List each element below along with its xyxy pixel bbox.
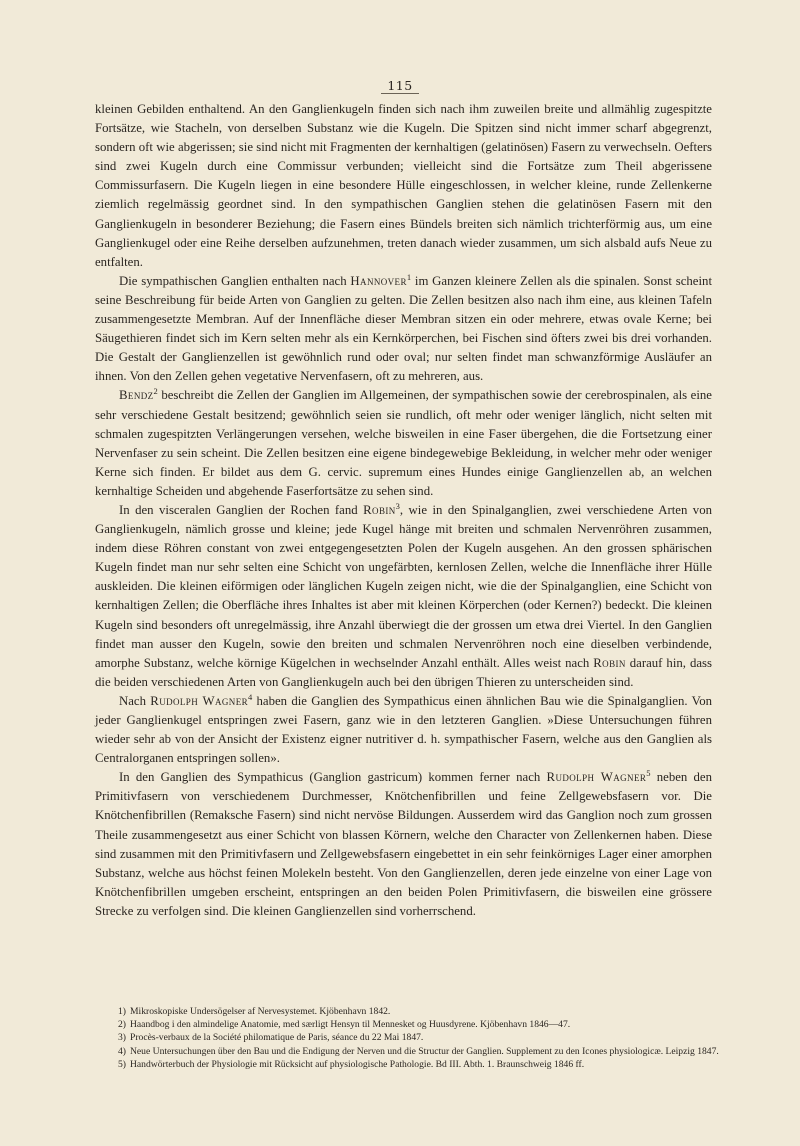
footnote-ref: 2 [153, 386, 158, 397]
footnote-number: 3) [118, 1032, 126, 1044]
author-name: Robin [593, 655, 626, 670]
paragraph [95, 692, 712, 768]
text-run: haben die Ganglien des Sympathicus einen ähnlichen Bau wie die Spinalganglien. Von jeder Ganglienkugel entspringen zwei Fasern, ganz wie in den letzteren Ganglien. »Diese Untersuchungen führen wieder sehr ab von der Ansicht der Existenz eigner nutritiver d. h. sympathischer Fasern, welche aus den Ganglien als Centralorganen entspringen sollen». [95, 693, 712, 766]
footnote-text: Haandbog i den almindelige Anatomie, med særligt Hensyn til Mennesket og Huusdyrene. Kjöbenhavn 1846—47. [130, 1019, 571, 1031]
footnote-number: 1) [118, 1006, 126, 1017]
paragraph [95, 272, 712, 387]
footnote-text: Handwörterbuch der Physiologie mit Rücksicht auf physiologische Pathologie. Bd III. Abth. 1. Braunschweig 1846 ff. [130, 1058, 585, 1070]
footnote [114, 1031, 724, 1044]
footnote [114, 1058, 724, 1071]
footnote [114, 1045, 724, 1058]
footnotes [114, 1005, 724, 1071]
text-run: In den visceralen Ganglien der Rochen fand [119, 502, 364, 517]
footnote-ref: 4 [248, 691, 253, 702]
footnote-ref: 1 [406, 271, 412, 282]
text-run: neben den Primitivfasern von verschiedenem Durchmesser, Knötchenfibrillen und feine Zellgewebsfasern vor. Die Knötchenfibrillen (Remaksche Fasern) sind nicht nervöse Bildungen. Ausserdem wird das Ganglion noch zum grossen Theile zusammengesetzt aus einer Schicht von blassen Körnern, welche den Character von Zellenkernen haben. Diese sind zusammen mit den Primitivfasern und Zellgewebsfasern eingebettet in ein sehr feinkörniges Lager einer amorphen Substanz, welche aus höchst feinen Molekeln besteht. Von den Ganglienzellen, deren jede einzelne von einer Lage von Knötchenfibrillen umgeben erscheint, entspringen an den beiden Polen Primitivfasern, die bisweilen eine grössere Strecke zu verfolgen sind. Die kleinen Ganglienzellen sind vorherrschend. [95, 770, 712, 918]
author-name: Robin [363, 502, 396, 517]
author-name: Rudolph Wagner [546, 770, 647, 785]
paragraph [95, 100, 712, 272]
text-run: kleinen Gebilden enthaltend. An den Ganglienkugeln finden sich nach ihm zuweilen breite und allmählig zugespitzte Fortsätze, wie Stacheln, von derselben Substanz wie die Kugeln. Die Spitzen sind nicht immer scharf abgegrenzt, sondern oft wie abgerissen; sie sind nicht mit Fragmenten der kernhaltigen (gelatinösen) Fasern zu verwechseln. Oefters sind zwei Kugeln durch eine Commissur verbunden; vielleicht sind die Fortsätze zum Theil abgerissene Commissurfasern. Die Kugeln liegen in eine besondere Hülle eingeschlossen, in welcher kleine, runde Zellenkerne ziemlich regelmässig geordnet sind. In den sympathischen Ganglien stehen die gelatinösen Fasern mit den Ganglienkugeln in besonderer Beziehung; die Fasern eines Bündels breiten sich nämlich trichterförmig aus, um eine Ganglienkugel oder eine Reihe derselben aufzunehmen, treten danach wieder zusammen, um sich alsbald aufs Neue zu entfalten. [95, 102, 712, 269]
text-run: In den Ganglien des Sympathicus (Ganglion gastricum) kommen ferner nach [119, 770, 547, 785]
paragraph [95, 768, 712, 921]
author-name: Bendz [119, 388, 154, 403]
paragraph [95, 386, 712, 501]
footnote-text: Neue Untersuchungen über den Bau und die Endigung der Nerven und die Structur der Ganglien. Supplement zu den Icones physiologicæ. Leipzig 1847. [130, 1045, 719, 1057]
text-run: darauf hin, dass die beiden verschiedenen Arten von Ganglienkugeln auch bei den übrigen Thieren zu unterscheiden sind. [95, 655, 712, 689]
footnote-text: Procès-verbaux de la Société philomatique de Paris, séance du 22 Mai 1847. [130, 1032, 424, 1044]
text-run: im Ganzen kleinere Zellen als die spinalen. Sonst scheint seine Beschreibung für beide Arten von Ganglien zu gelten. Die Zellen besitzen also nach ihm eine, aus kleinen Tafeln zusammengesetzte Membran. Auf der Innenfläche dieser Membran sitzen ein oder mehrere, etwas ovale Kerne; bei Säugethieren findet sich im Kern selten mehr als ein Kernkörperchen, bei Fischen sind öfters zwei bis drei vorhanden. Die Gestalt der Ganglienzellen ist gewöhnlich rund oder oval; nur selten findet man schwanzförmige Ausläufer an ihnen. Von den Zellen gehen vegetative Nervenfasern, oft zu mehreren, aus. [95, 273, 712, 384]
footnote-ref: 5 [646, 768, 651, 779]
footnote [114, 1005, 724, 1018]
paragraph [95, 501, 712, 692]
author-name: Rudolph Wagner [150, 693, 249, 708]
text-run: Die sympathischen Ganglien enthalten nach [119, 273, 351, 288]
footnote-number: 2) [118, 1019, 126, 1031]
footnote-text: Mikroskopiske Undersögelser af Nervesystemet. Kjöbenhavn 1842. [130, 1006, 391, 1017]
text-run: beschreibt die Zellen der Ganglien im Allgemeinen, der sympathischen sowie der cerebrospinalen, als eine sehr verschiedene Gestalt besitzend; gewöhnlich seien sie rundlich, oft mehr oder weniger länglich, nicht selten mit schmalen zugespitzten Verlängerungen versehen, welche bisweilen in eine Faser übergehen, die die Fortsetzung einer Nervenfaser zu sein scheint. Die Zellen besitzen eine eigene bindegewebige Bekleidung, in welcher mehr oder weniger Kerne sich finden. Er bildet aus dem G. cervic. supremum eines Hundes einige Ganglienzellen ab, an welchen kernhaltige Scheiden und abgehende Faserfortsätze zu sehen sind. [95, 388, 712, 498]
footnote [114, 1018, 724, 1031]
text-run: , wie in den Spinalganglien, zwei verschiedene Arten von Ganglienkugeln, nämlich grosse und kleine; jede Kugel hänge mit breiten und schmalen Nervenröhren zusammen, indem diese Röhren constant von zwei entgegengesetzten Polen der Kugeln ausgehen. An den grossen sphärischen Kugeln findet man nur sehr selten eine Schicht von ungefärbten, kernlosen Zellen, welche die Innenfläche ihrer Hülle auskleiden. Die kleinen eiförmigen oder länglichen Kugeln zeigen nicht, wie die der Spinalganglien, eine Schicht von kernhaltigen Zellen; die Oberfläche ihres Inhaltes ist aber mit kleinen Körperchen (oder Kernen?) bedeckt. Die kleinen Kugeln sind besonders oft unregelmässig, ihre Anzahl überwiegt die der grossen um etwa drei Viertel. In den Ganglien findet man ausser den Kugeln, sowie den breiten und schmalen Nervenröhren noch eine dieselben verbindende, amorphe Substanz, welche körnige Kügelchen in wechselnder Anzahl enthält. Alles weist nach [95, 502, 712, 670]
body-text [95, 100, 712, 921]
text-run: Nach [119, 693, 151, 708]
page-number: 115 [0, 78, 800, 93]
author-name: Hannover [350, 273, 407, 288]
footnote-number: 5) [118, 1058, 126, 1070]
footnote-ref: 3 [395, 500, 400, 511]
footnote-number: 4) [118, 1045, 126, 1057]
